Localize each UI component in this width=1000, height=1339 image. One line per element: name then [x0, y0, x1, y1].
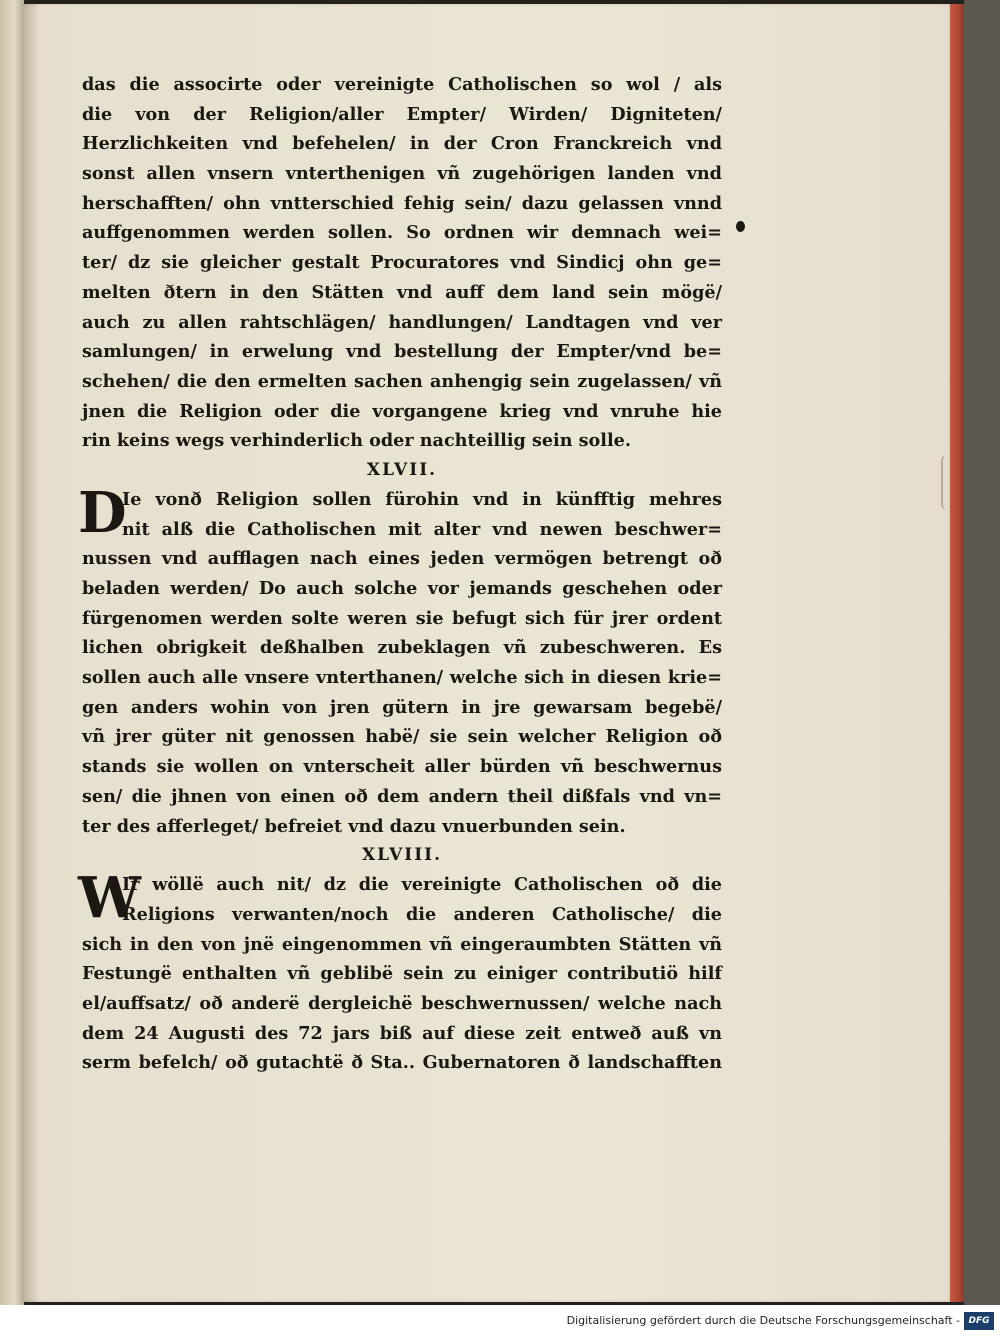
text-line: ter des afferleget/ befreiet vnd dazu vnuerbunden sein.	[82, 815, 626, 837]
red-page-edge	[950, 4, 964, 1302]
text-line: vñ jrer güter nit genossen habë/ sie sein welcher Religion oð	[82, 726, 722, 748]
page-text	[78, 70, 722, 1078]
section-heading-xlvii: XLVII.	[366, 459, 438, 480]
footer-credit: Digitalisierung gefördert durch die Deutsche Forschungsgemeinschaft -	[566, 1314, 960, 1327]
text-line: melten ðtern in den Stätten vnd auff dem land sein mögë/	[82, 281, 722, 303]
text-line: Herzlichkeiten vnd befehelen/ in der Cron Franckreich vnd	[82, 133, 722, 155]
text-line: nit alß die Catholischen mit alter vnd newen beschwer=	[122, 518, 722, 540]
paragraph-1	[82, 70, 722, 456]
text-line: Ir wöllë auch nit/ dz die vereinigte Catholischen oð die	[122, 874, 722, 896]
text-line: herschafften/ ohn vntterschied fehig sein/ dazu gelassen vnnd	[82, 192, 722, 214]
drop-cap-initial: W	[78, 865, 141, 932]
section-heading-xlviii: XLVIII.	[361, 845, 443, 866]
margin-pencil-mark	[941, 455, 952, 510]
text-line: fürgenomen werden solte weren sie befugt sich für jrer ordent	[82, 607, 722, 629]
text-line: ter/ dz sie gleicher gestalt Procuratores vnd Sindicj ohn ge=	[82, 252, 722, 274]
paragraph-2	[78, 479, 722, 841]
text-line: Ie vonð Religion sollen fürohin vnd in künfftig mehres	[122, 488, 722, 510]
text-line: dem 24 Augusti des 72 jars biß auf diese zeit entweð auß vn	[82, 1022, 722, 1044]
left-page-margin	[0, 0, 24, 1305]
text-line: Religions verwanten/noch die anderen Catholische/ die	[122, 903, 722, 925]
text-line: jnen die Religion oder die vorgangene krieg vnd vnruhe hie	[82, 400, 722, 422]
ink-dot-mark	[736, 221, 745, 232]
text-line: beladen werden/ Do auch solche vor jemands geschehen oder	[82, 578, 722, 599]
text-line: die von der Religion/aller Empter/ Wirden/ Digniteten/	[82, 103, 722, 125]
text-line: Festungë enthalten vñ geblibë sein zu einiger contributiö hilf	[82, 963, 722, 985]
scan-background	[964, 0, 1000, 1305]
text-line: el/auffsatz/ oð anderë dergleichë beschwernussen/ welche nach	[82, 992, 722, 1014]
text-line: nussen vnd aufflagen nach eines jeden vermögen betrengt oð	[82, 548, 722, 570]
dfg-logo: DFG	[964, 1312, 994, 1330]
paragraph-3	[78, 865, 722, 1078]
text-line: auffgenommen werden sollen. So ordnen wir demnach wei=	[82, 222, 722, 244]
text-line: lichen obrigkeit deßhalben zubeklagen vñ zubeschweren. Es	[82, 637, 722, 659]
text-line: rin keins wegs verhinderlich oder nachteillig sein solle.	[82, 430, 631, 452]
text-line: sonst allen vnsern vnterthenigen vñ zugehörigen landen vnd	[82, 163, 722, 185]
text-line: sich in den von jnë eingenommen vñ eingeraumbten Stätten vñ	[82, 933, 722, 955]
text-line: stands sie wollen on vnterscheit aller bürden vñ beschwernus	[82, 756, 722, 778]
text-line: das die associrte oder vereinigte Catholischen so wol / als	[82, 74, 722, 95]
text-line: gen anders wohin von jren gütern in jre gewarsam begebë/	[82, 696, 722, 718]
digitization-footer	[0, 1305, 1000, 1339]
text-line: serm befelch/ oð gutachtë ð Sta.. Gubernatoren ð landschafften	[82, 1052, 722, 1074]
text-line: auch zu allen rahtschlägen/ handlungen/ Landtagen vnd ver	[82, 311, 722, 333]
text-line: schehen/ die den ermelten sachen anhengig sein zugelassen/ vñ	[82, 370, 722, 392]
text-line: samlungen/ in erwelung vnd bestellung der Empter/vnd be=	[82, 341, 722, 363]
text-line: sen/ die jhnen von einen oð dem andern theil dißfals vnd vn=	[82, 785, 722, 807]
drop-cap-initial: D	[78, 479, 127, 546]
text-line: sollen auch alle vnsere vnterthanen/ welche sich in diesen krie=	[82, 667, 722, 689]
